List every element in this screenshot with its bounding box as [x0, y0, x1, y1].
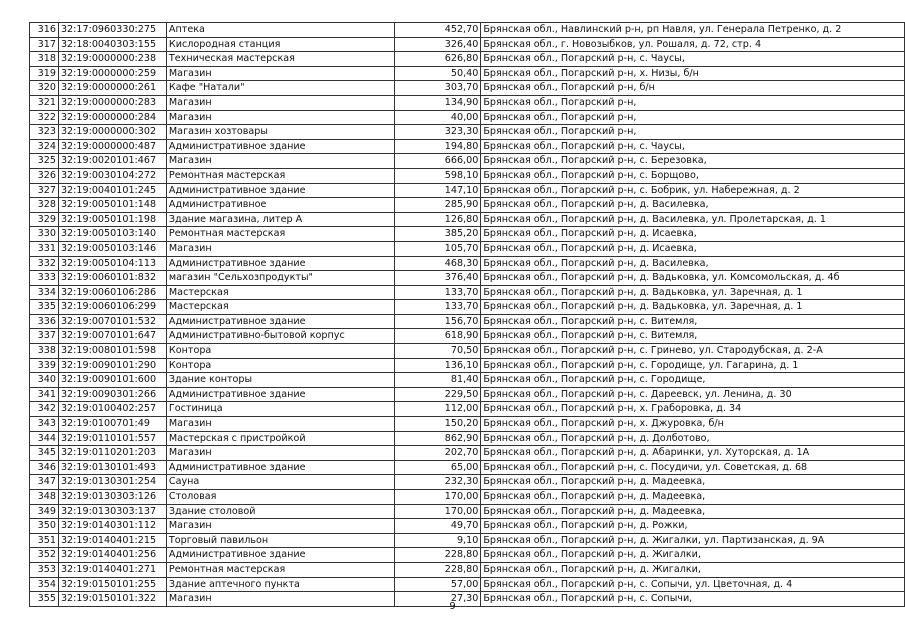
- table-row: [30, 519, 905, 534]
- address-cell: Брянская обл., Погарский р-н, д. Василевка, ул. Пролетарская, д. 1: [481, 212, 905, 227]
- object-name-cell: Здание аптечного пункта: [166, 577, 394, 592]
- table-row: [30, 460, 905, 475]
- area-cell: 112,00: [394, 402, 481, 417]
- cadastral-number-cell: 32:19:0100402:257: [58, 402, 166, 417]
- cadastral-number-cell: 32:19:0020101:467: [58, 154, 166, 169]
- table-row: [30, 110, 905, 125]
- table-row: [30, 475, 905, 490]
- area-cell: 194,80: [394, 139, 481, 154]
- area-cell: 133,70: [394, 300, 481, 315]
- object-name-cell: Мастерская с пристройкой: [166, 431, 394, 446]
- object-name-cell: Магазин: [166, 417, 394, 432]
- cadastral-number-cell: 32:19:0050101:198: [58, 212, 166, 227]
- cadastral-number-cell: 32:19:0150101:255: [58, 577, 166, 592]
- cadastral-number-cell: 32:19:0090101:600: [58, 373, 166, 388]
- object-name-cell: Контора: [166, 344, 394, 359]
- object-name-cell: Магазин хозтовары: [166, 125, 394, 140]
- area-cell: 150,20: [394, 417, 481, 432]
- cadastral-number-cell: 32:19:0030104:272: [58, 168, 166, 183]
- address-cell: Брянская обл., Погарский р-н, д. Василевка,: [481, 256, 905, 271]
- registry-table: [29, 22, 905, 607]
- area-cell: 598,10: [394, 168, 481, 183]
- address-cell: Брянская обл., Погарский р-н, с. Борщово,: [481, 168, 905, 183]
- row-number-cell: 344: [30, 431, 59, 446]
- cadastral-number-cell: 32:19:0140401:215: [58, 533, 166, 548]
- cadastral-number-cell: 32:19:0130101:493: [58, 460, 166, 475]
- address-cell: Брянская обл., Погарский р-н, д. Мадеевка,: [481, 490, 905, 505]
- area-cell: 105,70: [394, 241, 481, 256]
- address-cell: Брянская обл., Погарский р-н, д. Исаевка,: [481, 227, 905, 242]
- cadastral-number-cell: 32:19:0000000:259: [58, 66, 166, 81]
- object-name-cell: Магазин: [166, 241, 394, 256]
- area-cell: 156,70: [394, 314, 481, 329]
- row-number-cell: 347: [30, 475, 59, 490]
- row-number-cell: 328: [30, 198, 59, 213]
- address-cell: Брянская обл., Погарский р-н, д. Мадеевка,: [481, 504, 905, 519]
- row-number-cell: 348: [30, 490, 59, 505]
- table-row: [30, 23, 905, 38]
- table-row: [30, 154, 905, 169]
- row-number-cell: 331: [30, 241, 59, 256]
- address-cell: Брянская обл., Погарский р-н, х. Низы, б/н: [481, 66, 905, 81]
- row-number-cell: 326: [30, 168, 59, 183]
- object-name-cell: Административное здание: [166, 183, 394, 198]
- table-row: [30, 562, 905, 577]
- row-number-cell: 339: [30, 358, 59, 373]
- object-name-cell: Административное здание: [166, 460, 394, 475]
- address-cell: Брянская обл., Погарский р-н, с. Городище, ул. Гагарина, д. 1: [481, 358, 905, 373]
- area-cell: 133,70: [394, 285, 481, 300]
- object-name-cell: магазин "Сельхозпродукты": [166, 271, 394, 286]
- cadastral-number-cell: 32:19:0060106:286: [58, 285, 166, 300]
- table-row: [30, 300, 905, 315]
- table-row: [30, 358, 905, 373]
- cadastral-number-cell: 32:19:0000000:238: [58, 52, 166, 67]
- table-row: [30, 198, 905, 213]
- area-cell: 468,30: [394, 256, 481, 271]
- address-cell: Брянская обл., Погарский р-н, д. Рожки,: [481, 519, 905, 534]
- address-cell: Брянская обл., Погарский р-н, х. Джуровка, б/н: [481, 417, 905, 432]
- table-row: [30, 95, 905, 110]
- table-row: [30, 37, 905, 52]
- area-cell: 618,90: [394, 329, 481, 344]
- row-number-cell: 342: [30, 402, 59, 417]
- object-name-cell: Ремонтная мастерская: [166, 168, 394, 183]
- object-name-cell: Ремонтная мастерская: [166, 562, 394, 577]
- area-cell: 229,50: [394, 387, 481, 402]
- object-name-cell: Столовая: [166, 490, 394, 505]
- table-row: [30, 139, 905, 154]
- table-row: [30, 227, 905, 242]
- address-cell: Брянская обл., Погарский р-н, х. Граборовка, д. 34: [481, 402, 905, 417]
- cadastral-number-cell: 32:19:0100701:49: [58, 417, 166, 432]
- address-cell: Брянская обл., Погарский р-н, д. Исаевка,: [481, 241, 905, 256]
- address-cell: Брянская обл., Погарский р-н, с. Витемля,: [481, 314, 905, 329]
- address-cell: Брянская обл., Погарский р-н, д. Василевка,: [481, 198, 905, 213]
- address-cell: Брянская обл., Погарский р-н, с. Березовка,: [481, 154, 905, 169]
- object-name-cell: Магазин: [166, 110, 394, 125]
- cadastral-number-cell: 32:19:0090301:266: [58, 387, 166, 402]
- page-number: 9: [449, 601, 456, 612]
- area-cell: 170,00: [394, 490, 481, 505]
- row-number-cell: 327: [30, 183, 59, 198]
- area-cell: 9,10: [394, 533, 481, 548]
- area-cell: 385,20: [394, 227, 481, 242]
- address-cell: Брянская обл., Погарский р-н, с. Чаусы,: [481, 52, 905, 67]
- address-cell: Брянская обл., Погарский р-н, д. Вадьковка, ул. Комсомольская, д. 4б: [481, 271, 905, 286]
- row-number-cell: 336: [30, 314, 59, 329]
- row-number-cell: 341: [30, 387, 59, 402]
- cadastral-number-cell: 32:19:0080101:598: [58, 344, 166, 359]
- cadastral-number-cell: 32:19:0130303:137: [58, 504, 166, 519]
- table-row: [30, 241, 905, 256]
- table-row: [30, 387, 905, 402]
- cadastral-number-cell: 32:19:0140401:256: [58, 548, 166, 563]
- row-number-cell: 352: [30, 548, 59, 563]
- object-name-cell: Торговый павильон: [166, 533, 394, 548]
- cadastral-number-cell: 32:19:0140401:271: [58, 562, 166, 577]
- address-cell: Брянская обл., Погарский р-н, с. Гринево, ул. Стародубская, д. 2-А: [481, 344, 905, 359]
- address-cell: Брянская обл., Погарский р-н,: [481, 95, 905, 110]
- address-cell: Брянская обл., Погарский р-н,: [481, 110, 905, 125]
- table-row: [30, 344, 905, 359]
- object-name-cell: Кислородная станция: [166, 37, 394, 52]
- table-row: [30, 271, 905, 286]
- address-cell: Брянская обл., Погарский р-н, с. Чаусы,: [481, 139, 905, 154]
- row-number-cell: 322: [30, 110, 59, 125]
- cadastral-number-cell: 32:19:0110201:203: [58, 446, 166, 461]
- area-cell: 70,50: [394, 344, 481, 359]
- object-name-cell: Административное здание: [166, 139, 394, 154]
- address-cell: Брянская обл., Погарский р-н, с. Сопычи, ул. Цветочная, д. 4: [481, 577, 905, 592]
- cadastral-number-cell: 32:19:0090101:290: [58, 358, 166, 373]
- cadastral-number-cell: 32:19:0000000:284: [58, 110, 166, 125]
- object-name-cell: Административное здание: [166, 256, 394, 271]
- area-cell: 376,40: [394, 271, 481, 286]
- row-number-cell: 354: [30, 577, 59, 592]
- area-cell: 666,00: [394, 154, 481, 169]
- address-cell: Брянская обл., Погарский р-н, с. Дареевск, ул. Ленина, д. 30: [481, 387, 905, 402]
- table-row: [30, 66, 905, 81]
- object-name-cell: Здание столовой: [166, 504, 394, 519]
- row-number-cell: 343: [30, 417, 59, 432]
- cadastral-number-cell: 32:18:0040303:155: [58, 37, 166, 52]
- row-number-cell: 330: [30, 227, 59, 242]
- area-cell: 50,40: [394, 66, 481, 81]
- area-cell: 228,80: [394, 562, 481, 577]
- cadastral-number-cell: 32:19:0060101:832: [58, 271, 166, 286]
- cadastral-number-cell: 32:19:0050101:148: [58, 198, 166, 213]
- area-cell: 49,70: [394, 519, 481, 534]
- area-cell: 202,70: [394, 446, 481, 461]
- table-row: [30, 256, 905, 271]
- object-name-cell: Магазин: [166, 66, 394, 81]
- registry-table-body: [30, 23, 905, 607]
- object-name-cell: Кафе "Натали": [166, 81, 394, 96]
- cadastral-number-cell: 32:19:0050103:140: [58, 227, 166, 242]
- object-name-cell: Административное здание: [166, 548, 394, 563]
- object-name-cell: Здание магазина, литер А: [166, 212, 394, 227]
- object-name-cell: Административно-бытовой корпус: [166, 329, 394, 344]
- object-name-cell: Магазин: [166, 592, 394, 607]
- row-number-cell: 332: [30, 256, 59, 271]
- object-name-cell: Техническая мастерская: [166, 52, 394, 67]
- area-cell: 27,30: [394, 592, 481, 607]
- address-cell: Брянская обл., Погарский р-н, д. Мадеевка,: [481, 475, 905, 490]
- address-cell: Брянская обл., г. Новозыбков, ул. Рошаля, д. 72, стр. 4: [481, 37, 905, 52]
- address-cell: Брянская обл., Погарский р-н, с. Витемля,: [481, 329, 905, 344]
- row-number-cell: 338: [30, 344, 59, 359]
- table-row: [30, 533, 905, 548]
- address-cell: Брянская обл., Погарский р-н, с. Бобрик, ул. Набережная, д. 2: [481, 183, 905, 198]
- row-number-cell: 334: [30, 285, 59, 300]
- area-cell: 81,40: [394, 373, 481, 388]
- address-cell: Брянская обл., Погарский р-н, д. Вадьковка, ул. Заречная, д. 1: [481, 285, 905, 300]
- table-row: [30, 212, 905, 227]
- row-number-cell: 320: [30, 81, 59, 96]
- object-name-cell: Мастерская: [166, 285, 394, 300]
- area-cell: 326,40: [394, 37, 481, 52]
- area-cell: 134,90: [394, 95, 481, 110]
- area-cell: 57,00: [394, 577, 481, 592]
- row-number-cell: 325: [30, 154, 59, 169]
- table-row: [30, 490, 905, 505]
- address-cell: Брянская обл., Погарский р-н, д. Долботово,: [481, 431, 905, 446]
- object-name-cell: Административное: [166, 198, 394, 213]
- address-cell: Брянская обл., Погарский р-н, с. Посудичи, ул. Советская, д. 68: [481, 460, 905, 475]
- address-cell: Брянская обл., Погарский р-н, д. Жигалки,: [481, 548, 905, 563]
- address-cell: Брянская обл., Погарский р-н, д. Жигалки,: [481, 562, 905, 577]
- table-row: [30, 446, 905, 461]
- table-row: [30, 285, 905, 300]
- table-row: [30, 52, 905, 67]
- table-row: [30, 183, 905, 198]
- object-name-cell: Сауна: [166, 475, 394, 490]
- cadastral-number-cell: 32:19:0070101:532: [58, 314, 166, 329]
- object-name-cell: Ремонтная мастерская: [166, 227, 394, 242]
- row-number-cell: 345: [30, 446, 59, 461]
- cadastral-number-cell: 32:19:0110101:557: [58, 431, 166, 446]
- table-row: [30, 329, 905, 344]
- row-number-cell: 319: [30, 66, 59, 81]
- row-number-cell: 318: [30, 52, 59, 67]
- cadastral-number-cell: 32:19:0000000:487: [58, 139, 166, 154]
- cadastral-number-cell: 32:17:0960330:275: [58, 23, 166, 38]
- row-number-cell: 355: [30, 592, 59, 607]
- area-cell: 136,10: [394, 358, 481, 373]
- row-number-cell: 346: [30, 460, 59, 475]
- cadastral-number-cell: 32:19:0150101:322: [58, 592, 166, 607]
- address-cell: Брянская обл., Погарский р-н, д. Абаринки, ул. Хуторская, д. 1А: [481, 446, 905, 461]
- table-row: [30, 81, 905, 96]
- row-number-cell: 353: [30, 562, 59, 577]
- address-cell: Брянская обл., Погарский р-н, д. Вадьковка, ул. Заречная, д. 1: [481, 300, 905, 315]
- object-name-cell: Магазин: [166, 519, 394, 534]
- area-cell: 323,30: [394, 125, 481, 140]
- row-number-cell: 329: [30, 212, 59, 227]
- address-cell: Брянская обл., Погарский р-н, с. Сопычи,: [481, 592, 905, 607]
- cadastral-number-cell: 32:19:0000000:302: [58, 125, 166, 140]
- cadastral-number-cell: 32:19:0060106:299: [58, 300, 166, 315]
- object-name-cell: Магазин: [166, 446, 394, 461]
- cadastral-number-cell: 32:19:0050103:146: [58, 241, 166, 256]
- area-cell: 303,70: [394, 81, 481, 96]
- cadastral-number-cell: 32:19:0000000:261: [58, 81, 166, 96]
- row-number-cell: 324: [30, 139, 59, 154]
- row-number-cell: 335: [30, 300, 59, 315]
- object-name-cell: Административное здание: [166, 387, 394, 402]
- area-cell: 232,30: [394, 475, 481, 490]
- table-row: [30, 504, 905, 519]
- row-number-cell: 351: [30, 533, 59, 548]
- object-name-cell: Контора: [166, 358, 394, 373]
- row-number-cell: 316: [30, 23, 59, 38]
- table-row: [30, 577, 905, 592]
- object-name-cell: Мастерская: [166, 300, 394, 315]
- table-row: [30, 168, 905, 183]
- object-name-cell: Административное здание: [166, 314, 394, 329]
- address-cell: Брянская обл., Погарский р-н, б/н: [481, 81, 905, 96]
- cadastral-number-cell: 32:19:0070101:647: [58, 329, 166, 344]
- table-row: [30, 548, 905, 563]
- area-cell: 147,10: [394, 183, 481, 198]
- row-number-cell: 323: [30, 125, 59, 140]
- table-row: [30, 402, 905, 417]
- table-row: [30, 431, 905, 446]
- row-number-cell: 333: [30, 271, 59, 286]
- row-number-cell: 337: [30, 329, 59, 344]
- table-row: [30, 373, 905, 388]
- row-number-cell: 317: [30, 37, 59, 52]
- area-cell: 862,90: [394, 431, 481, 446]
- table-row: [30, 314, 905, 329]
- object-name-cell: Магазин: [166, 154, 394, 169]
- object-name-cell: Аптека: [166, 23, 394, 38]
- area-cell: 65,00: [394, 460, 481, 475]
- object-name-cell: Магазин: [166, 95, 394, 110]
- area-cell: 170,00: [394, 504, 481, 519]
- row-number-cell: 340: [30, 373, 59, 388]
- table-row: [30, 417, 905, 432]
- area-cell: 452,70: [394, 23, 481, 38]
- address-cell: Брянская обл., Навлинский р-н, рп Навля, ул. Генерала Петренко, д. 2: [481, 23, 905, 38]
- address-cell: Брянская обл., Погарский р-н, с. Городище,: [481, 373, 905, 388]
- area-cell: 126,80: [394, 212, 481, 227]
- object-name-cell: Гостиница: [166, 402, 394, 417]
- cadastral-number-cell: 32:19:0130303:126: [58, 490, 166, 505]
- cadastral-number-cell: 32:19:0040101:245: [58, 183, 166, 198]
- row-number-cell: 349: [30, 504, 59, 519]
- area-cell: 228,80: [394, 548, 481, 563]
- cadastral-number-cell: 32:19:0050104:113: [58, 256, 166, 271]
- address-cell: Брянская обл., Погарский р-н, д. Жигалки, ул. Партизанская, д. 9А: [481, 533, 905, 548]
- table-row: [30, 125, 905, 140]
- area-cell: 40,00: [394, 110, 481, 125]
- address-cell: Брянская обл., Погарский р-н,: [481, 125, 905, 140]
- area-cell: 285,90: [394, 198, 481, 213]
- cadastral-number-cell: 32:19:0130301:254: [58, 475, 166, 490]
- cadastral-number-cell: 32:19:0140301:112: [58, 519, 166, 534]
- cadastral-number-cell: 32:19:0000000:283: [58, 95, 166, 110]
- area-cell: 626,80: [394, 52, 481, 67]
- object-name-cell: Здание конторы: [166, 373, 394, 388]
- row-number-cell: 321: [30, 95, 59, 110]
- row-number-cell: 350: [30, 519, 59, 534]
